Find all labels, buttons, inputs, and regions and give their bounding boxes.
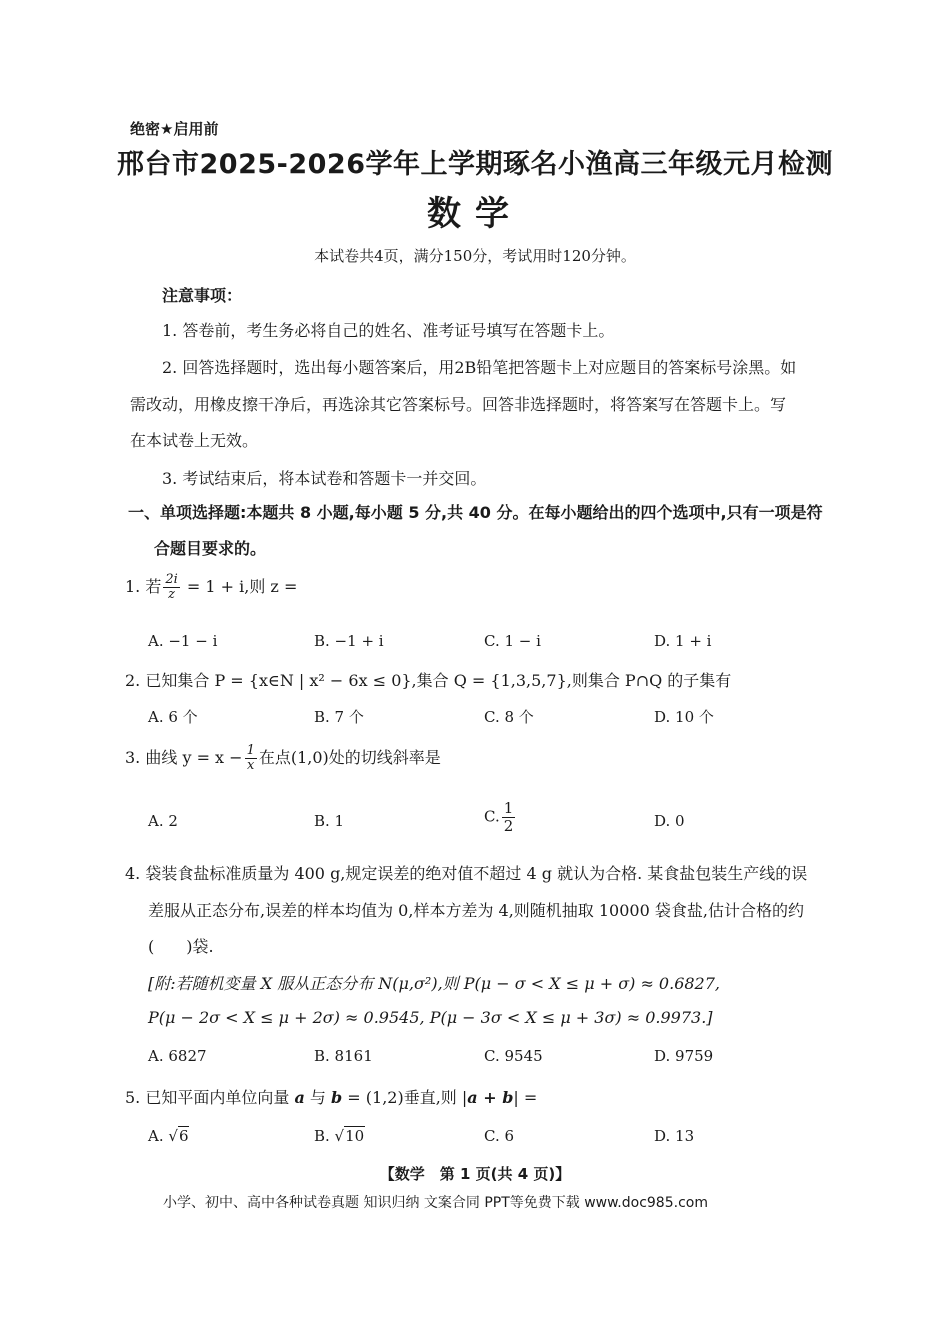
q3-option-c-label: C.: [484, 807, 500, 826]
q5-option-d: D. 13: [654, 1127, 695, 1145]
q4-option-d: D. 9759: [654, 1047, 714, 1065]
q5-option-a: [148, 1127, 189, 1145]
q3-option-c-den: 2: [503, 817, 514, 835]
q1-suffix: = 1 + i,则 z =: [181, 577, 298, 596]
q3-option-c-num: 1: [503, 799, 514, 817]
q3-option-c-fraction: [502, 800, 516, 835]
question-4-line-2: 差服从正态分布,误差的样本均值为 0,样本方差为 4,则随机抽取 10000 袋食盐,估计合格的约: [148, 901, 804, 920]
q3-suffix: 在点(1,0)处的切线斜率是: [258, 748, 441, 767]
q3-prefix: 3. 曲线 y = x −: [125, 748, 243, 767]
q5-option-b-radicand: 10: [345, 1127, 365, 1145]
q2-option-a: A. 6 个: [148, 708, 198, 726]
q5-option-c: C. 6: [484, 1127, 515, 1145]
note-2-line-1: 2. 回答选择题时，选出每小题答案后，用2B铅笔把答题卡上对应题目的答案标号涂黑。如: [162, 358, 797, 377]
note-1: 1. 答卷前，考生务必将自己的姓名、准考证号填写在答题卡上。: [162, 321, 615, 340]
question-4-line-3: ( )袋.: [148, 937, 214, 956]
q5-prefix: 5. 已知平面内单位向量: [125, 1088, 295, 1107]
q3-option-d: D. 0: [654, 812, 685, 830]
q4-option-a: A. 6827: [148, 1047, 207, 1065]
q5-option-a-radicand: 6: [178, 1127, 189, 1145]
q4-option-b: B. 8161: [314, 1047, 373, 1065]
section-1-heading-cont: 合题目要求的。: [154, 539, 267, 558]
q5-end: | =: [513, 1088, 538, 1107]
exam-info: 本试卷共4页，满分150分，考试用时120分钟。: [314, 247, 636, 265]
question-4-appendix-1: [附:若随机变量 X 服从正态分布 N(μ,σ²),则 P(μ − σ < X ≤ μ + σ) ≈ 0.6827,: [148, 974, 721, 993]
q2-option-c: C. 8 个: [484, 708, 534, 726]
q1-option-b: B. −1 + i: [314, 632, 384, 650]
q3-fraction-den: x: [247, 758, 255, 773]
q5-option-a-label: A. √: [148, 1127, 178, 1145]
q1-fraction: [163, 573, 179, 602]
q1-fraction-num: 2i: [165, 572, 178, 587]
page-footer: 【数学 第 1 页(共 4 页)】: [379, 1165, 571, 1183]
notes-title: 注意事项：: [162, 286, 243, 305]
q5-vector-a: a: [294, 1088, 305, 1107]
q3-option-b: B. 1: [314, 812, 345, 830]
question-2: 2. 已知集合 P = {x∈N | x² − 6x ≤ 0},集合 Q = {1,3,5,7},则集合 P∩Q 的子集有: [125, 671, 732, 690]
q3-option-c: [484, 800, 517, 835]
q1-fraction-den: z: [168, 587, 175, 602]
q4-option-c: C. 9545: [484, 1047, 543, 1065]
q5-vector-sum: a + b: [467, 1088, 514, 1107]
q3-fraction-num: 1: [246, 743, 255, 758]
q1-prefix: 1. 若: [125, 577, 162, 596]
q2-option-d: D. 10 个: [654, 708, 714, 726]
question-4-line-1: 4. 袋装食盐标准质量为 400 g,规定误差的绝对值不超过 4 g 就认为合格. 某食盐包装生产线的误: [125, 864, 808, 883]
note-3: 3. 考试结束后，将本试卷和答题卡一并交回。: [162, 469, 487, 488]
q1-option-d: D. 1 + i: [654, 632, 712, 650]
question-4-appendix-2: P(μ − 2σ < X ≤ μ + 2σ) ≈ 0.9545, P(μ − 3σ < X ≤ μ + 3σ) ≈ 0.9973.]: [148, 1008, 713, 1027]
q1-option-c: C. 1 − i: [484, 632, 541, 650]
q5-eq: = (1,2)垂直,则 |: [342, 1088, 468, 1107]
q5-mid: 与: [304, 1088, 332, 1107]
q3-option-a: A. 2: [148, 812, 178, 830]
question-1: [125, 573, 297, 602]
q5-vector-b: b: [331, 1088, 343, 1107]
question-3: [125, 744, 441, 773]
q1-option-a: A. −1 − i: [148, 632, 218, 650]
q5-option-b-label: B. √: [314, 1127, 345, 1145]
subject-title: 数学: [427, 194, 523, 234]
note-2-line-3: 在本试卷上无效。: [130, 431, 259, 450]
section-1-heading: 一、单项选择题:本题共 8 小题,每小题 5 分,共 40 分。在每小题给出的四个选项中,只有一项是符: [128, 503, 823, 522]
confidential-label: 绝密★启用前: [130, 120, 219, 138]
q2-option-b: B. 7 个: [314, 708, 364, 726]
note-2-line-2: 需改动，用橡皮擦干净后，再选涂其它答案标号。回答非选择题时，将答案写在答题卡上。写: [130, 395, 787, 414]
download-banner: 小学、初中、高中各种试卷真题 知识归纳 文案合同 PPT等免费下载 www.doc985.com: [163, 1195, 708, 1211]
exam-title: 邢台市2025-2026学年上学期琢名小渔高三年级元月检测: [117, 149, 833, 180]
q5-option-b: [314, 1127, 365, 1145]
q3-fraction: [245, 744, 257, 773]
question-5: [125, 1085, 537, 1108]
